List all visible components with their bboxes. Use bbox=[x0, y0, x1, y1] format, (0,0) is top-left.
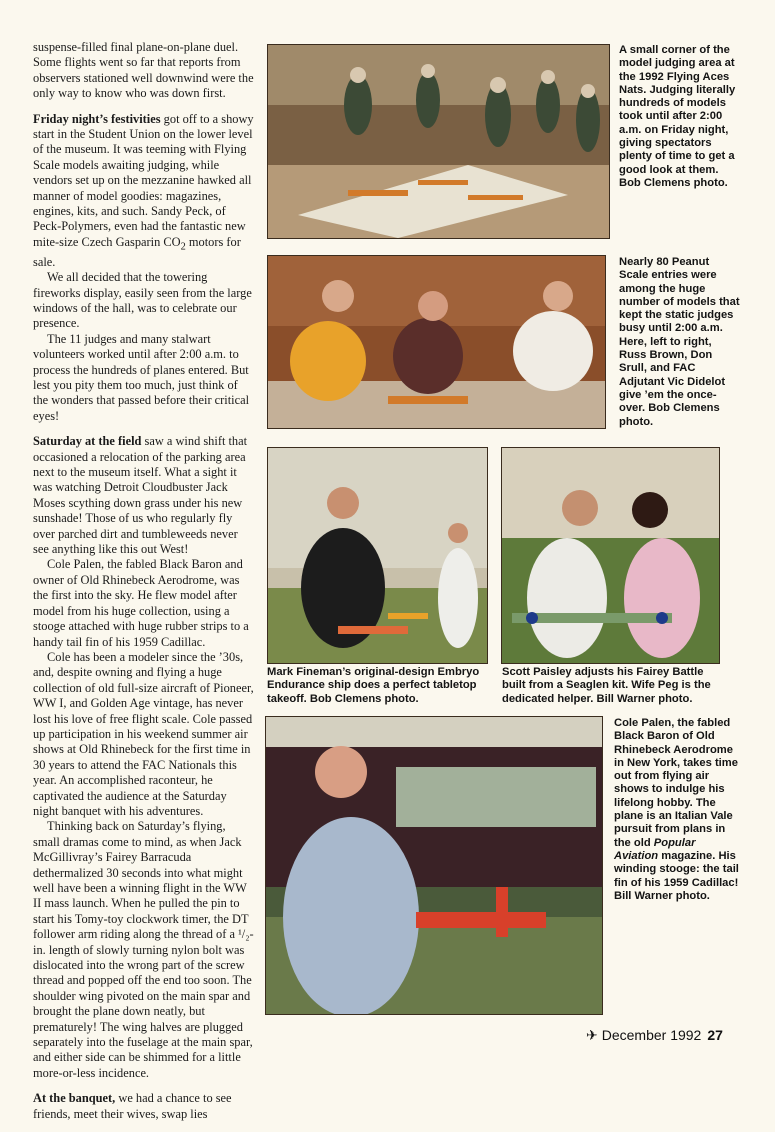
caption-text: magazine. His winding stooge: the tail fin of his 1959 Cadillac! Bill Warner photo. bbox=[614, 849, 739, 902]
paragraph: Cole has been a modeler since the ’30s, and, despite owning and flying a huge collection of old full-size aircraft of Pioneer, WW I, and Golden Age vintage, has never lost his love of free flight scale. Cole passed up participation in his weekend summer air shows at Old Rhinebeck for the first time in 30 years to attend the FAC Nationals this year. An accomplished raconteur, he captivated the audience at the Saturday night banquet with his adventures. bbox=[33, 649, 254, 818]
peanut-judges-photo bbox=[267, 255, 606, 429]
cole-palen-caption bbox=[614, 717, 742, 903]
run-in-heading: Saturday at the field bbox=[33, 434, 142, 449]
paragraph bbox=[33, 112, 255, 271]
caption-text: Cole Palen, the fabled Black Baron of Old Rhinebeck Aerodrome in New York, takes time out from flying air shows to indulge his lifelong hobby. The plane is an Italian Vale pursuit from plans in the old bbox=[614, 717, 738, 849]
page-number: 27 bbox=[707, 1027, 723, 1043]
paragraph: Cole Palen, the fabled Black Baron and owner of Old Rhinebeck Aerodrome, was the first into the sky. He flew model after model from his huge collection, using a stooge attached with huge rubber strips to a handy tail fin of his 1959 Cadillac. bbox=[33, 557, 249, 649]
subscript: 2 bbox=[180, 241, 186, 253]
airplane-icon: ✈ bbox=[586, 1027, 598, 1043]
paragraph bbox=[33, 1091, 255, 1122]
run-in-heading: At the banquet, bbox=[33, 1091, 116, 1106]
paragraph: Thinking back on Saturday’s flying, small dramas come to mind, as when Jack McGillivray’s Fairey Barracuda dethermalized 30 seconds into what might well have been a winning flight in the WW II mass launch. When he pulled the pin to start his Tomy-toy clockwork timer, the DT follower arm riding along the thread of a ¹/₂-in. length of slowly turning nylon bolt was dislocated into the wrong part of the screw thread and popped off the end too soon. The shoulder wing pivoted on the main spar and brought the plane down neatly, but prematurely! The wing halves are plugged separately into the fuselage at the main spar, and either side can be shimmed for a little more-or-less incidence. bbox=[33, 819, 254, 1080]
embryo-photo bbox=[267, 447, 488, 664]
judging-area-photo bbox=[267, 44, 610, 239]
fairey-battle-caption: Scott Paisley adjusts his Fairey Battle built from a Seaglen kit. Wife Peg is the dedicated helper. Bill Warner photo. bbox=[502, 666, 711, 705]
peanut-judges-caption: Nearly 80 Peanut Scale entries were among the huge number of models that kept the static judges busy until 2:00 a.m. Here, left to right, Russ Brown, Don Srull, and FAC Adjutant Vic Didelot give ’em the once-over. Bob Clemens photo. bbox=[619, 256, 740, 428]
page-footer bbox=[586, 1027, 723, 1044]
paragraph: suspense-filled final plane-on-plane duel. Some flights went so far that reports from observers stationed well downwind were the only way to know who was down first. bbox=[33, 40, 254, 101]
paragraph: The 11 judges and many stalwart volunteers worked until after 2:00 a.m. to process the hundreds of planes entered. But lest you pity them too much, just think of the wonders that passed before their critical eyes! bbox=[33, 331, 250, 423]
article-column bbox=[33, 40, 255, 1132]
paragraph-text: saw a wind shift that occasioned a relocation of the parking area next to the museum itself. What a sight it was watching Detroit Cloudbuster Jack Moses scything down grass under his new sunshade! Those of us who regularly fly over parched dirt and tumbleweeds never see anything like this out West! bbox=[33, 434, 248, 557]
run-in-heading: Friday night’s festivities bbox=[33, 111, 161, 126]
judging-area-caption: A small corner of the model judging area at the 1992 Flying Aces Nats. Judging literally hundreds of models took until after 2:00 a.m. on Friday night, giving spectators plenty of time to get a good look at them. Bob Clemens photo. bbox=[619, 44, 736, 189]
paragraph-text: we had a chance to see friends, meet their wives, swap lies bbox=[33, 1091, 232, 1121]
cole-palen-photo bbox=[265, 716, 603, 1015]
paragraph bbox=[33, 434, 255, 557]
paragraph-text: got off to a showy start in the Student Union on the lower level of the museum. It was teeming with Flying Scale models awaiting judging, while vendors set up on the mezzanine hawked all manner of model goodies: magazines, engines, kits, and such. Sandy Peck, of Peck-Polymers, even had the fantastic new mite-size Czech Gasparin CO bbox=[33, 111, 254, 249]
paragraph: We all decided that the towering fireworks display, easily seen from the large windows of the hall, was to celebrate our presence. bbox=[33, 270, 252, 331]
paragraph-text: motors for sale. bbox=[33, 234, 241, 269]
embryo-caption: Mark Fineman’s original-design Embryo Endurance ship does a perfect tabletop takeoff. Bob Clemens photo. bbox=[267, 666, 480, 705]
issue-date: December 1992 bbox=[601, 1027, 702, 1043]
magazine-title: Popular Aviation bbox=[614, 836, 696, 862]
fairey-battle-photo bbox=[501, 447, 720, 664]
